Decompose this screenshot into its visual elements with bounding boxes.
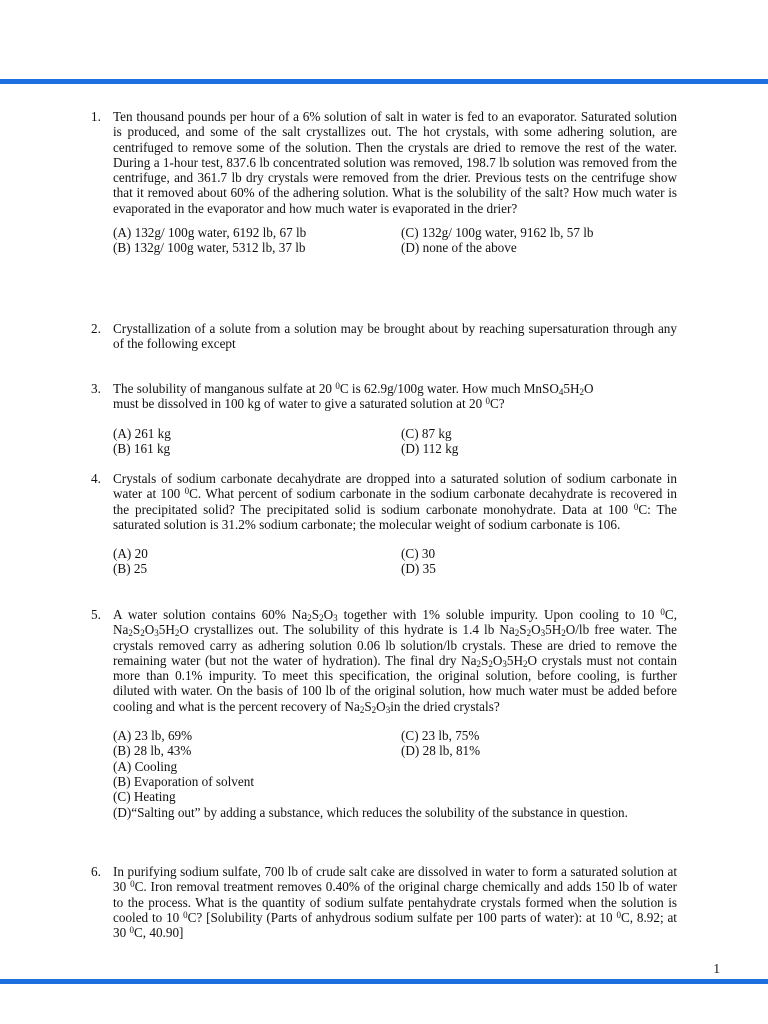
superscript: 0 (129, 925, 134, 936)
subscript: 2 (128, 628, 133, 639)
text-run: Crystals of sodium carbonate decahydrate are dropped into a saturated solution of sodium carbonate in water at 100 (113, 471, 677, 502)
question-number: 4. (91, 471, 101, 486)
text-run: C, 8.92; at 30 (113, 909, 677, 941)
text-run (113, 381, 594, 396)
question-1 (91, 109, 677, 256)
text-run: 5H (506, 652, 523, 668)
answer-options (113, 225, 677, 256)
top-accent-rule (0, 79, 768, 84)
text-run: S (311, 607, 320, 622)
question-5 (91, 607, 677, 820)
option-a: (A) 20 (113, 546, 148, 562)
option-d: (D)“Salting out” by adding a substance, which reduces the solubility of the substance in question. (113, 804, 628, 820)
question-text (113, 864, 677, 940)
superscript: 0 (633, 501, 639, 512)
option-b: (B) 161 kg (113, 440, 171, 456)
question-number: 2. (91, 321, 101, 336)
text-run: O (323, 607, 334, 622)
subscript: 2 (174, 628, 180, 639)
question-text: Crystallization of a solute from a solution may be brought about by reaching supersaturation through any of the following except (113, 321, 677, 352)
subscript: 2 (522, 658, 528, 669)
subscript: 2 (140, 628, 145, 639)
question-text: Ten thousand pounds per hour of a 6% solution of salt in water is fed to an evaporator. Saturated solution is produced, and some of the salt crystallizes out. The hot crystals, with some adhering solution, are centrifuged to remove some of the solution. Then the crystals are dried to remove the rest of the water. During a 1-hour test, 837.6 lb concentrated solution was removed, 198.7 lb solution was removed from the centrifuge, and 361.7 lb dry crystals were removed from the drier. Previous tests on the centrifuge show that it removed about 60% of the adhering solution. What is the solubility of the salt? How much water is evaporated in the evaporator and how much water is evaporated in the drier? (113, 109, 677, 216)
superscript: 0 (660, 607, 665, 617)
subscript: 2 (488, 658, 493, 669)
question-text (113, 607, 677, 714)
option-d: (D) 112 kg (401, 440, 459, 456)
subscript: 3 (502, 658, 507, 669)
text-run: C, Na (113, 607, 677, 638)
option-d: (D) 28 lb, 81% (401, 743, 481, 759)
text-run: O crystals must not contain more than 0.1% impurity. To meet this specification, the original solution, before cooling, is further diluted with water. On the basis of 100 lb of the original solution, how much water must be added before cooling and what is the percent recovery of Na (113, 652, 677, 714)
option-c: (C) Heating (113, 789, 176, 805)
text-run: A water solution contains 60% Na (113, 607, 308, 622)
subscript: 2 (526, 628, 532, 639)
text-run: 5H (158, 622, 175, 638)
text-run: O crystallizes out. The solubility of this hydrate is 1.4 lb Na (179, 622, 515, 638)
text-line (113, 381, 677, 396)
superscript: 0 (335, 381, 340, 391)
option-a: (A) 23 lb, 69% (113, 728, 193, 744)
question-3 (91, 381, 677, 456)
page-number: 1 (713, 961, 720, 976)
subscript: 2 (561, 628, 566, 639)
subscript: 3 (385, 704, 391, 715)
option-b: (B) Evaporation of solvent (113, 773, 254, 789)
option-b: (B) 132g/ 100g water, 5312 lb, 37 lb (113, 240, 306, 256)
text-run: C, 40.90] (133, 925, 184, 941)
text-run: 5H (563, 381, 580, 396)
text-run: C. What percent of sodium carbonate in the sodium carbonate decahydrate is recovered in the precipitated solid? The precipitated solid is sodium carbonate monohydrate. Data at 100 (113, 486, 677, 517)
text-run: together with 1% soluble impurity. Upon cooling to 10 (337, 607, 661, 622)
subscript: 3 (154, 628, 159, 639)
subscript: 2 (371, 704, 377, 715)
option-c: (C) 87 kg (401, 425, 452, 441)
option-c: (C) 23 lb, 75% (401, 728, 480, 744)
superscript: 0 (184, 486, 190, 497)
subscript: 2 (319, 613, 324, 623)
subscript: 2 (307, 613, 312, 623)
text-run: S (364, 698, 372, 714)
subscript: 2 (514, 628, 520, 639)
question-number: 6. (91, 864, 101, 879)
text-run: O/lb free water. The crystals removed carry as adhering solution 0.06 lb solution/lb crystals. These are dried to remove the remaining water (but not the water of hydration). The final dry Na (113, 622, 677, 668)
option-d: (D) none of the above (401, 240, 517, 256)
answer-options (113, 728, 677, 759)
text-run: O (144, 622, 155, 638)
subscript: 3 (540, 628, 546, 639)
text-run: 5H (545, 622, 562, 638)
text-run: In purifying sodium sulfate, 700 lb of crude salt cake are dissolved in water to form a saturated solution at 30 (113, 864, 677, 895)
option-b: (B) 25 (113, 561, 148, 577)
text-run: S (132, 622, 141, 638)
bottom-accent-rule (0, 979, 768, 984)
option-c: (C) 132g/ 100g water, 9162 lb, 57 lb (401, 225, 594, 241)
question-text (113, 471, 677, 532)
subscript: 4 (558, 387, 564, 397)
question-number: 5. (91, 607, 101, 622)
option-a: (A) 261 kg (113, 425, 171, 441)
option-d: (D) 35 (401, 561, 436, 577)
text-line (113, 396, 677, 411)
answer-options (113, 546, 677, 577)
text-run: C? (489, 396, 505, 412)
answer-options (113, 426, 677, 457)
superscript: 0 (485, 396, 490, 407)
text-run: C: The saturated solution is 31.2% sodium carbonate; the molecular weight of sodium carbonate is 106. (113, 501, 677, 532)
text-run: must be dissolved in 100 kg of water to give a saturated solution at 20 (113, 396, 486, 412)
text-run: O (376, 698, 386, 714)
question-2-options (113, 759, 677, 820)
question-2 (91, 321, 677, 352)
option-b: (B) 28 lb, 43% (113, 743, 192, 759)
text-run: S (480, 652, 489, 668)
question-number: 3. (91, 381, 101, 396)
option-a: (A) Cooling (113, 758, 178, 774)
subscript: 2 (476, 658, 481, 669)
superscript: 0 (616, 909, 621, 920)
subscript: 2 (579, 387, 585, 397)
question-number: 1. (91, 109, 101, 124)
question-text (113, 381, 677, 412)
text-run: The solubility of manganous sulfate at 20 (113, 381, 336, 396)
question-4 (91, 471, 677, 577)
superscript: 0 (183, 909, 188, 920)
option-a: (A) 132g/ 100g water, 6192 lb, 67 lb (113, 225, 307, 241)
text-run: C is 62.9g/100g water. How much MnSO (339, 381, 559, 396)
superscript: 0 (130, 879, 135, 890)
text-run: S (519, 622, 527, 638)
text-run: in the dried crystals? (390, 698, 500, 714)
option-c: (C) 30 (401, 546, 436, 562)
question-6 (91, 864, 677, 940)
text-run: O (584, 381, 594, 396)
text-run: O (492, 652, 503, 668)
text-run: C? [Solubility (Parts of anhydrous sodium sulfate per 100 parts of water): at 10 (187, 909, 617, 925)
subscript: 3 (333, 613, 338, 623)
subscript: 2 (359, 704, 365, 715)
text-run: O (531, 622, 541, 638)
text-run: C. Iron removal treatment removes 0.40% of the original charge chemically and adds 150 lb of water to the process. What is the quantity of sodium sulfate pentahydrate crystals formed when the solution is cooled to 10 (113, 879, 677, 925)
